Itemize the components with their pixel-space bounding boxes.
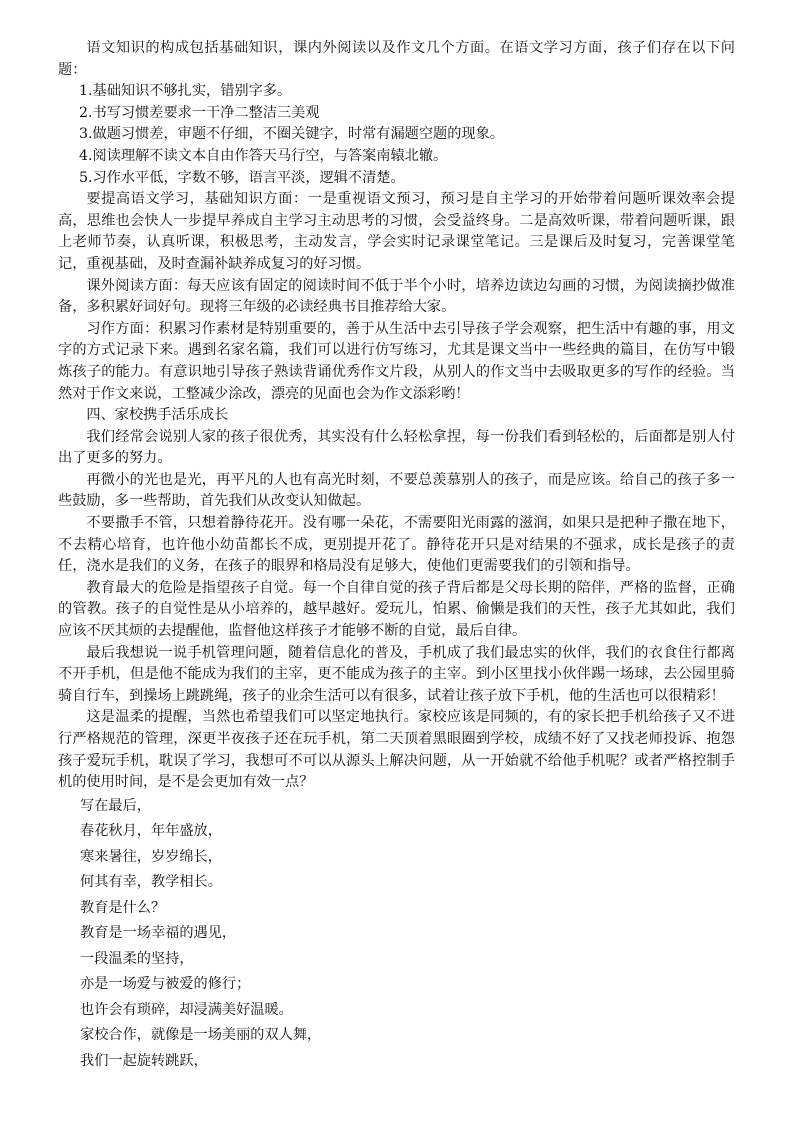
- poem-line: 家校合作，就像是一场美丽的双人舞，: [80, 1027, 322, 1044]
- poem-line: 春花秋月，年年盛放，: [80, 823, 222, 840]
- body-paragraph: 再微小的光也是光，再平凡的人也有高光时刻，不要总羡慕别人的孩子，而是应该。给自己的孩子多一些鼓励，多一些帮助，首先我们从改变认知做起。: [58, 471, 735, 510]
- section-heading: 四、家校携手活乐成长: [86, 407, 229, 424]
- basic-knowledge-paragraph: 要提高语文学习，基础知识方面：一是重视语文预习，预习是自主学习的开始带着问题听课效率会提高，思维也会快人一步提早养成自主学习主动思考的习惯，会受益终身。二是高效听课，带着问题听课，跟上老师节奏，认真听课，积极思考，主动发言，学会实时记录课堂笔记。三是课后及时复习，完善课堂笔记，重视基础，及时查漏补缺养成复习的好习惯。: [58, 191, 735, 272]
- poem-line: 寒来暑往，岁岁绵长，: [80, 848, 222, 865]
- poem-line: 教育是什么？: [80, 899, 166, 916]
- body-paragraph: 最后我想说一说手机管理问题，随着信息化的普及，手机成了我们最忠实的伙伴，我们的衣食住行都离不开手机，但是他不能成为我们的主宰，更不能成为孩子的主宰。到小区里找小伙伴踢一场球，去公园里骑骑自行车，到操场上跳跳绳，孩子的业余生活可以有很多，试着让孩子放下手机，他的生活也可以很精彩！: [58, 644, 735, 704]
- poem-line: 也许会有琐碎，却浸满美好温暖。: [80, 1001, 293, 1018]
- poem-line: 亦是一场爱与被爱的修行；: [80, 976, 251, 993]
- reading-paragraph: 课外阅读方面：每天应该有固定的阅读时间不低于半个小时，培养边读边勾画的习惯，为阅读摘抄做准备，多积累好词好句。现将三年级的必读经典书目推荐给大家。: [58, 277, 735, 316]
- problem-item: 3.做题习惯差，审题不仔细，不圈关键字，时常有漏题空题的现象。: [79, 126, 504, 143]
- body-paragraph: 我们经常会说别人家的孩子很优秀，其实没有什么轻松拿捏，每一份我们看到轻松的，后面都是别人付出了更多的努力。: [58, 428, 735, 467]
- poem-line: 我们一起旋转跳跃，: [80, 1052, 208, 1069]
- body-paragraph: 这是温柔的提醒，当然也希望我们可以坚定地执行。家校应该是同频的，有的家长把手机给孩子又不进行严格规范的管理，深更半夜孩子还在玩手机，第二天顶着黑眼圈到学校，成绩不好了又找老师投诉、抱怨孩子爱玩手机，耽误了学习，我想可不可以从源头上解决问题，从一开始就不给他手机呢？或者严格控制手机的使用时间，是不是会更加有效一点？: [58, 709, 735, 791]
- problem-item: 4.阅读理解不读文本自由作答天马行空，与答案南辕北辙。: [79, 147, 448, 164]
- problem-item: 2.书写习惯差要求一干净二整洁三美观: [79, 104, 320, 121]
- poem-line: 一段温柔的坚持，: [80, 950, 194, 967]
- writing-paragraph: 习作方面：积累习作素材是特别重要的，善于从生活中去引导孩子学会观察，把生活中有趣的事，用文字的方式记录下来。遇到名家名篇，我们可以进行仿写练习，尤其是课文当中一些经典的篇目，在仿写中锻炼孩子的能力。有意识地引导孩子熟读背诵优秀作文片段，从别人的作文当中去吸取更多的写作的经验。当然对于作文来说，工整减少涂改，漂亮的见面也会为作文添彩哟！: [58, 320, 735, 402]
- body-paragraph: 不要撒手不管，只想着静待花开。没有哪一朵花，不需要阳光雨露的滋润，如果只是把种子撒在地下，不去精心培育，也许他小幼苗都长不成，更别提开花了。静待花开只是对结果的不强求，成长是孩子的责任，浇水是我们的义务，在孩子的眼界和格局没有足够大，使他们更需要我们的引领和指导。: [58, 515, 735, 575]
- problem-item: 5.习作水平低，字数不够，语言平淡，逻辑不清楚。: [79, 169, 405, 186]
- poem-line: 何其有幸，教学相长。: [80, 874, 222, 891]
- intro-paragraph: 语文知识的构成包括基础知识，课内外阅读以及作文几个方面。在语文学习方面，孩子们存在以下问题：: [58, 40, 735, 78]
- body-paragraph: 教育最大的危险是指望孩子自觉。每一个自律自觉的孩子背后都是父母长期的陪伴，严格的监督，正确的管教。孩子的自觉性是从小培养的，越早越好。爱玩儿，怕累、偷懒是我们的天性，孩子尤其如此，我们应该不厌其烦的去提醒他，监督他这样孩子才能够不断的自觉，最后自律。: [58, 579, 735, 640]
- poem-line: 教育是一场幸福的遇见，: [80, 925, 237, 942]
- poem-line: 写在最后，: [80, 797, 151, 814]
- problem-item: 1.基础知识不够扎实，错别字多。: [79, 83, 292, 100]
